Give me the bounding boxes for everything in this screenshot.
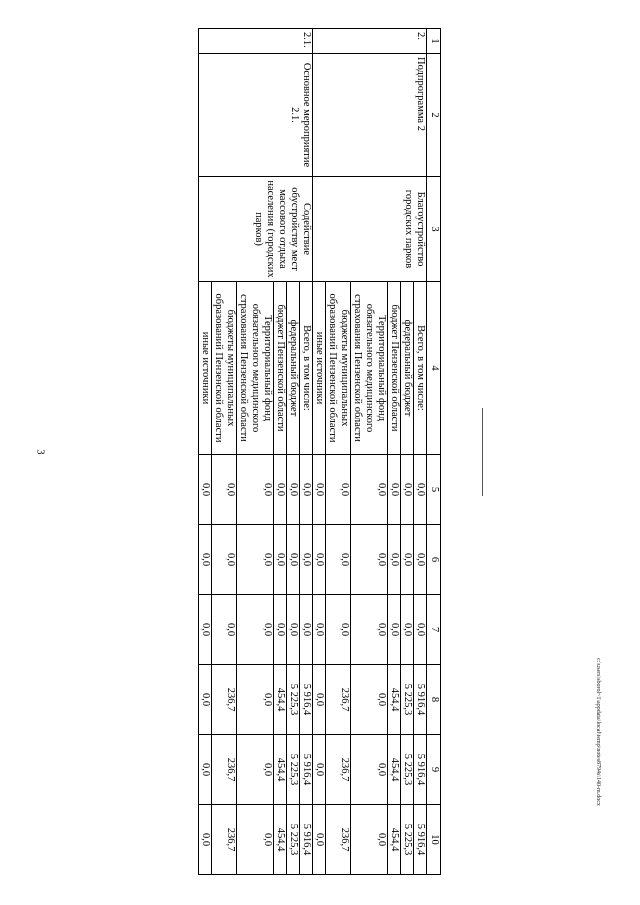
- value-cell: 0,0: [326, 455, 351, 525]
- header-cell: 1: [427, 29, 441, 54]
- program-name: Основное мероприятие 2.1.: [199, 54, 313, 177]
- value-cell: 0,0: [351, 525, 388, 595]
- value-cell: 0,0: [414, 525, 427, 595]
- table-row: [300, 29, 313, 875]
- value-cell: 5 916,4: [414, 805, 427, 875]
- value-cell: 0,0: [300, 525, 313, 595]
- value-cell: 0,0: [237, 595, 274, 665]
- value-cell: 5 225,3: [287, 665, 300, 735]
- row-number: 2.: [313, 29, 427, 54]
- header-cell: 10: [427, 805, 441, 875]
- header-cell: 2: [427, 54, 441, 177]
- header-row: [427, 29, 441, 875]
- value-cell: 5 916,4: [414, 735, 427, 805]
- value-cell: 5 225,3: [401, 805, 414, 875]
- value-cell: 0,0: [199, 595, 212, 665]
- value-cell: 0,0: [287, 455, 300, 525]
- separator-line: [482, 408, 483, 496]
- value-cell: 0,0: [351, 805, 388, 875]
- value-cell: 0,0: [237, 525, 274, 595]
- header-cell: 3: [427, 177, 441, 282]
- funding-source: бюджеты муниципальных образований Пензенской области: [326, 282, 351, 455]
- value-cell: 0,0: [199, 525, 212, 595]
- value-cell: 236,7: [212, 805, 237, 875]
- value-cell: 454,4: [388, 805, 401, 875]
- value-cell: 0,0: [212, 525, 237, 595]
- value-cell: 0,0: [287, 595, 300, 665]
- value-cell: 0,0: [351, 595, 388, 665]
- value-cell: 0,0: [414, 595, 427, 665]
- funding-source: Всего, в том числе:: [414, 282, 427, 455]
- program-title: Содействие обустройству мест массового отдыха населения (городских парков): [199, 177, 313, 282]
- value-cell: 5 225,3: [401, 735, 414, 805]
- value-cell: 0,0: [237, 735, 274, 805]
- value-cell: 0,0: [401, 595, 414, 665]
- value-cell: 0,0: [199, 805, 212, 875]
- funding-source: федеральный бюджет: [287, 282, 300, 455]
- value-cell: 0,0: [388, 595, 401, 665]
- funding-source: Территориальный фонд обязательного медицинского страхования Пензенской области: [237, 282, 274, 455]
- program-title: Благоустройство городских парков: [313, 177, 427, 282]
- value-cell: 236,7: [326, 735, 351, 805]
- funding-source: иные источники: [313, 282, 326, 455]
- value-cell: 0,0: [388, 525, 401, 595]
- value-cell: 454,4: [274, 735, 287, 805]
- header-cell: 5: [427, 455, 441, 525]
- value-cell: 236,7: [326, 665, 351, 735]
- value-cell: 0,0: [199, 735, 212, 805]
- value-cell: 0,0: [326, 525, 351, 595]
- value-cell: 454,4: [388, 735, 401, 805]
- value-cell: 0,0: [300, 595, 313, 665]
- row-number: 2.1.: [199, 29, 313, 54]
- value-cell: 0,0: [274, 595, 287, 665]
- value-cell: 236,7: [212, 735, 237, 805]
- value-cell: 5 916,4: [300, 805, 313, 875]
- funding-source: бюджет Пензенской области: [388, 282, 401, 455]
- header-cell: 4: [427, 282, 441, 455]
- value-cell: 0,0: [300, 455, 313, 525]
- value-cell: 0,0: [237, 805, 274, 875]
- page-number: 3: [34, 449, 46, 455]
- funding-source: бюджет Пензенской области: [274, 282, 287, 455]
- value-cell: 0,0: [199, 455, 212, 525]
- header-cell: 7: [427, 595, 441, 665]
- value-cell: 454,4: [388, 665, 401, 735]
- budget-table: [198, 28, 441, 875]
- value-cell: 0,0: [313, 735, 326, 805]
- program-name: Подпрограмма 2: [313, 54, 427, 177]
- value-cell: 0,0: [414, 455, 427, 525]
- value-cell: 0,0: [274, 525, 287, 595]
- value-cell: 0,0: [313, 525, 326, 595]
- value-cell: 0,0: [351, 735, 388, 805]
- value-cell: 0,0: [287, 525, 300, 595]
- value-cell: 236,7: [212, 665, 237, 735]
- header-cell: 6: [427, 525, 441, 595]
- funding-source: Всего, в том числе:: [300, 282, 313, 455]
- value-cell: 0,0: [326, 595, 351, 665]
- table-row: [414, 29, 427, 875]
- value-cell: 0,0: [212, 595, 237, 665]
- header-cell: 8: [427, 665, 441, 735]
- value-cell: 0,0: [237, 455, 274, 525]
- value-cell: 5 916,4: [300, 665, 313, 735]
- value-cell: 0,0: [313, 805, 326, 875]
- value-cell: 0,0: [313, 665, 326, 735]
- value-cell: 5 916,4: [300, 735, 313, 805]
- funding-source: иные источники: [199, 282, 212, 455]
- value-cell: 0,0: [351, 455, 388, 525]
- funding-source: Территориальный фонд обязательного медицинского страхования Пензенской области: [351, 282, 388, 455]
- funding-source: федеральный бюджет: [401, 282, 414, 455]
- header-cell: 9: [427, 735, 441, 805]
- funding-source: бюджеты муниципальных образований Пензенской области: [212, 282, 237, 455]
- value-cell: 454,4: [274, 665, 287, 735]
- value-cell: 5 225,3: [287, 805, 300, 875]
- value-cell: 236,7: [326, 805, 351, 875]
- rotated-table-container: [91, 28, 441, 874]
- footer-file-path: c:\users\sborol~1\appdata\local\temp\notes8794s\140-m.docx: [595, 658, 601, 806]
- value-cell: 0,0: [401, 525, 414, 595]
- value-cell: 0,0: [237, 665, 274, 735]
- value-cell: 0,0: [351, 665, 388, 735]
- value-cell: 0,0: [274, 455, 287, 525]
- value-cell: 5 225,3: [401, 665, 414, 735]
- value-cell: 0,0: [388, 455, 401, 525]
- value-cell: 0,0: [313, 455, 326, 525]
- value-cell: 0,0: [401, 455, 414, 525]
- value-cell: 0,0: [313, 595, 326, 665]
- value-cell: 5 916,4: [414, 665, 427, 735]
- value-cell: 5 225,3: [287, 735, 300, 805]
- value-cell: 454,4: [274, 805, 287, 875]
- value-cell: 0,0: [212, 455, 237, 525]
- value-cell: 0,0: [199, 665, 212, 735]
